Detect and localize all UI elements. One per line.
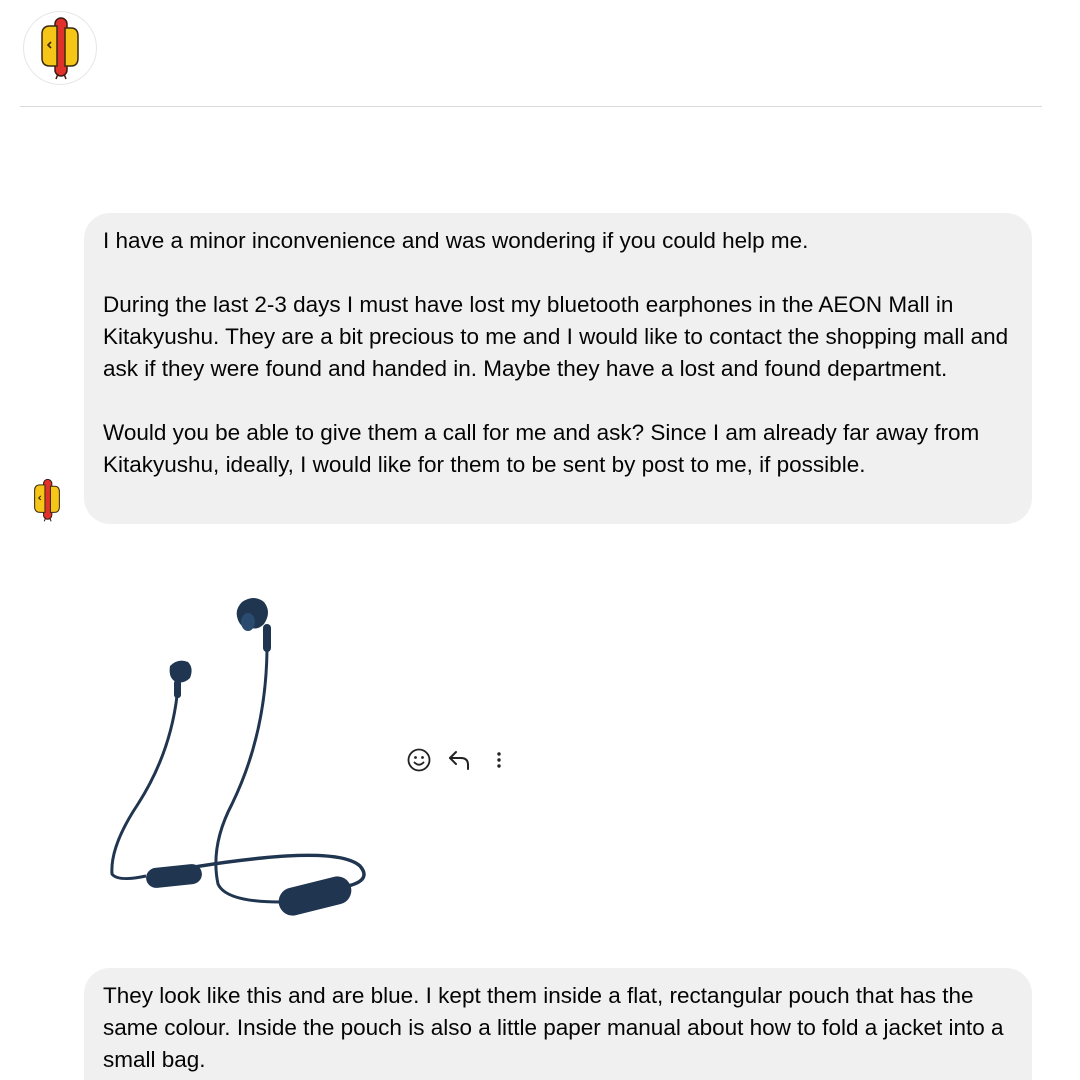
message-bubble[interactable] [84,213,1032,524]
message-paragraph: I have a minor inconvenience and was wondering if you could help me. [103,228,809,253]
react-emoji-icon [406,747,432,773]
message-paragraph: Would you be able to give them a call for me and ask? Since I am already far away from Kitakyushu, ideally, I would like for them to be sent by post to me, if possible. [103,420,980,477]
earphones-image [92,584,382,924]
image-attachment[interactable] [92,584,382,924]
message-paragraph: They look like this and are blue. I kept them inside a flat, rectangular pouch that has the same colour. Inside the pouch is also a little paper manual about how to fold a jacket into a small bag. [103,983,1004,1072]
sender-avatar[interactable] [30,478,64,522]
more-options-button[interactable] [484,745,514,775]
message-actions [404,744,524,776]
contact-avatar[interactable] [24,12,96,84]
hotdog-mascot-icon [30,478,64,522]
react-button[interactable] [404,745,434,775]
chat-header [0,0,1080,108]
hotdog-mascot-icon [38,16,82,80]
header-divider [20,106,1042,107]
more-options-icon [486,747,512,773]
message-bubble[interactable] [84,968,1032,1080]
message-paragraph: During the last 2-3 days I must have lost my bluetooth earphones in the AEON Mall in Kitakyushu. They are a bit precious to me and I would like to contact the shopping mall and ask if they were found and handed in. Maybe they have a lost and found department. [103,292,1009,381]
reply-icon [446,747,472,773]
reply-button[interactable] [444,745,474,775]
